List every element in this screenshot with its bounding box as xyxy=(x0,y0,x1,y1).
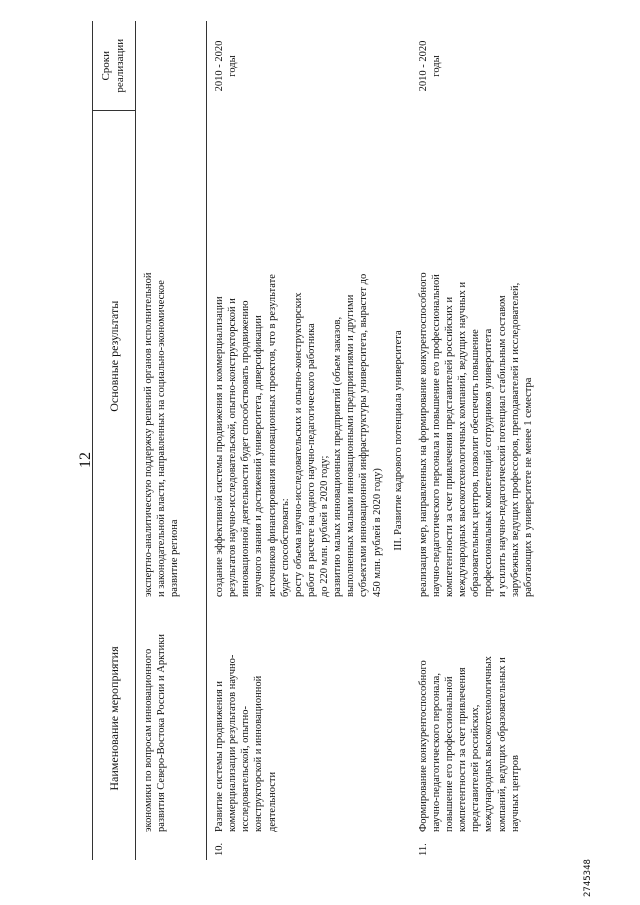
measure-results: создание эффективной системы продвижения и коммерциализации результатов научно-исследовательской, опытно-конструкторской и инновационной деятельности будет способствовать продвижению научного знания и достижений университета, диверсификации источников финансирования инновационных проектов, что в результате будет способствовать: росту объема научно-исследовательских и опытно-конструкторских работ в расчете на одного научно-педагогического работника до 220 млн. рублей в 2020 году; развитию малых инновационных предприятий (объем заказов, выполненных малыми инновационными предприятиями и другими субъектами инновационной инфраструктуры университета, вырастет до 450 млн. рублей в 2020 году) xyxy=(214,273,383,597)
measure-term xyxy=(136,21,207,111)
table-row xyxy=(136,21,207,860)
measure-results: реализация мер, направленных на формирование конкурентоспособного научно-педагогического персонала и повышение его профессиональной компетентности за счет привлечения представителей российских и международных высокотехнологичных компаний, ведущих научных и образовательных центров, позволит обеспечить повышение профессиональных компетенций сотрудников университета и усилить научно-педагогический потенциал стабильным составом зарубежных ведущих профессоров, преподавателей и исследователей, работающих в университете не менее 1 семестра xyxy=(417,272,534,597)
measure-term: 2010 - 2020 годы xyxy=(417,40,442,92)
row-number xyxy=(136,836,207,860)
term-header: Сроки реализации xyxy=(93,21,136,111)
measure-name: Развитие системы продвижения и коммерциализации результатов научно- исследовательской, опытно- конструкторской и инновационной деятельности xyxy=(214,654,278,832)
measures-table xyxy=(92,21,601,860)
num-header xyxy=(93,836,136,860)
table-header-row xyxy=(93,21,136,860)
row-number: 10. xyxy=(214,842,225,856)
measure-term: 2010 - 2020 годы xyxy=(214,40,239,92)
section-title: III. Развитие кадрового потенциала университета xyxy=(392,330,404,551)
measure-name: Формирование конкурентоспособного научно-педагогического персонала, повышение его профессиональной компетентности за счет привлечения представителей российских, международных высокотехнологичных компаний, ведущих образовательных и научных центров xyxy=(417,656,521,832)
measure-name: экономики по вопросам инновационного развития Северо-Востока России и Арктики xyxy=(136,601,207,836)
name-header: Наименование мероприятия xyxy=(93,601,136,836)
page-number: 12 xyxy=(77,452,94,468)
table-row xyxy=(207,21,390,860)
table-row xyxy=(411,21,601,860)
row-number: 11. xyxy=(417,843,429,856)
section-row xyxy=(390,21,411,860)
results-header: Основные результаты xyxy=(93,111,136,601)
document-id: 2745348 xyxy=(583,859,593,897)
measure-results: экспертно-аналитическую поддержку решений органов исполнительной и законодательной власти, направленных на социально-экономическое развитие региона xyxy=(136,111,207,601)
